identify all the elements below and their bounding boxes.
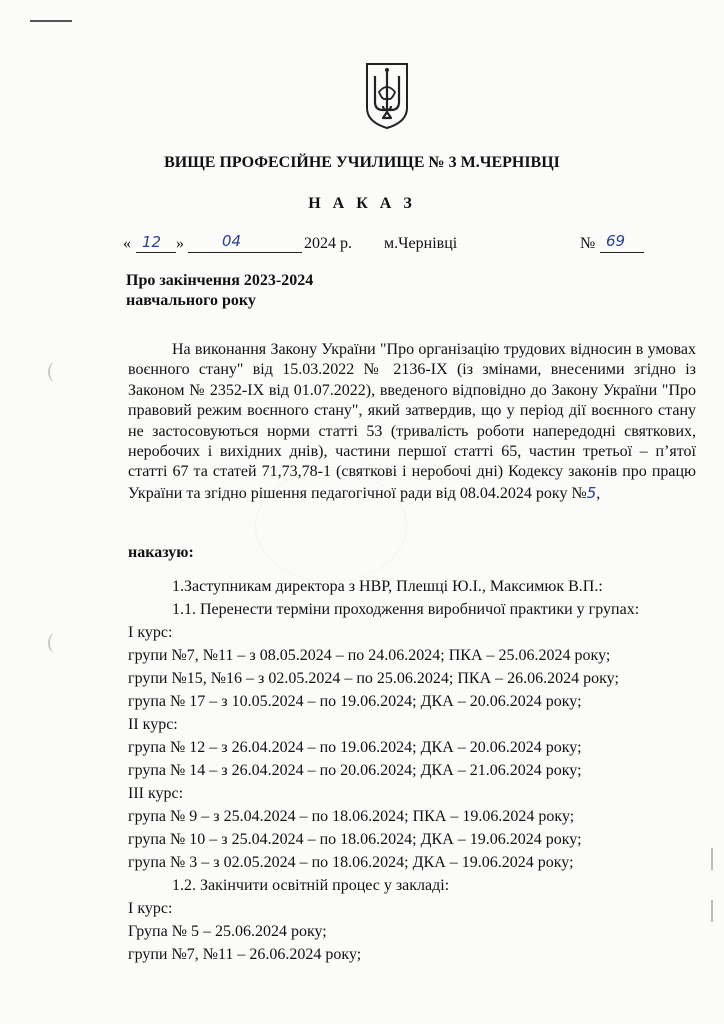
preamble-end: , <box>596 484 601 502</box>
schedule-line: група № 10 – з 25.04.2024 – по 18.06.2024; ДКА – 19.06.2024 року; <box>128 831 582 848</box>
item-1-1: 1.1. Перенести терміни проходження виробничої практики у групах: <box>172 601 640 618</box>
course-heading: I курс: <box>128 624 173 641</box>
order-number: 69 <box>606 232 626 250</box>
schedule-line: група № 9 – з 25.04.2024 – по 18.06.2024; ПКА – 19.06.2024 року; <box>128 808 575 825</box>
order-city: м.Чернівці <box>384 235 458 252</box>
order-month: 04 <box>222 232 242 250</box>
order-word: наказую: <box>128 544 194 561</box>
schedule-line: група № 17 – з 10.05.2024 – по 19.06.2024; ДКА – 20.06.2024 року; <box>128 693 582 710</box>
schedule-line: групи №7, №11 – з 08.05.2024 – по 24.06.2024; ПКА – 25.06.2024 року; <box>128 647 611 664</box>
date-quote-close: » <box>176 235 184 252</box>
order-number-label: № <box>580 235 596 252</box>
course-heading: III курс: <box>128 785 184 802</box>
edge-mark <box>711 848 713 870</box>
preamble-paragraph <box>128 340 696 504</box>
schedule-line: група № 14 – з 26.04.2024 – по 20.06.2024; ДКА – 21.06.2024 року; <box>128 762 582 779</box>
schedule-line: група № 12 – з 26.04.2024 – по 19.06.2024; ДКА – 20.06.2024 року; <box>128 739 582 756</box>
date-quote-open: « <box>123 235 131 252</box>
item-1-2: 1.2. Закінчити освітній процес у закладі: <box>172 877 450 894</box>
subject-line-1: Про закінчення 2023-2024 <box>126 272 314 289</box>
corner-mark <box>30 20 72 22</box>
course-heading: I курс: <box>128 900 173 917</box>
subject-line-2: навчального року <box>126 292 256 309</box>
schedule-line: групи №15, №16 – з 02.05.2024 – по 25.06.2024; ПКА – 26.06.2024 року; <box>128 670 619 687</box>
preamble-text: На виконання Закону України "Про організацію трудових відносин в умовах воєнного стану" від 15.03.2022 № 2136-IX (із змінами, внесеними згідно із Законом № 2352-IX від 01.07.2022), введеного відповідно до Закону України "Про правовий режим воєнного стану", який затвердив, що у період дії воєнного стану не застосовуються норми статті 53 (тривалість роботи напередодні святкових, неробочих і вихідних днів), частини першої статті 65, частин третьої – п’ятої статті 67 та статей 71,73,78-1 (святкові і неробочі дні) Кодексу законів про працю України та згідно рішення педагогічної ради від 08.04.2024 року № <box>128 341 696 502</box>
document-type: Н А К А З <box>308 195 416 212</box>
order-year: 2024 р. <box>304 235 352 252</box>
punch-hole-bottom <box>48 633 62 653</box>
completion-line: Група № 5 – 25.06.2024 року; <box>128 923 327 940</box>
institution-name: ВИЩЕ ПРОФЕСІЙНЕ УЧИЛИЩЕ № 3 М.ЧЕРНІВЦІ <box>164 154 560 171</box>
trident-coat-of-arms-icon <box>365 62 409 130</box>
order-day: 12 <box>142 233 162 251</box>
day-underline <box>136 252 176 253</box>
edge-mark <box>711 900 713 922</box>
item-1: 1.Заступникам директора з НВР, Плешці Ю.І., Максимюк В.П.: <box>172 578 603 595</box>
schedule-line: група № 3 – з 02.05.2024 – по 18.06.2024; ДКА – 19.06.2024 року; <box>128 854 574 871</box>
course-heading: II курс: <box>128 716 178 733</box>
council-decision-number: 5 <box>586 483 597 502</box>
number-underline <box>600 252 644 253</box>
month-underline <box>188 252 302 253</box>
punch-hole-top <box>48 362 62 382</box>
completion-line: групи №7, №11 – 26.06.2024 року; <box>128 946 362 963</box>
